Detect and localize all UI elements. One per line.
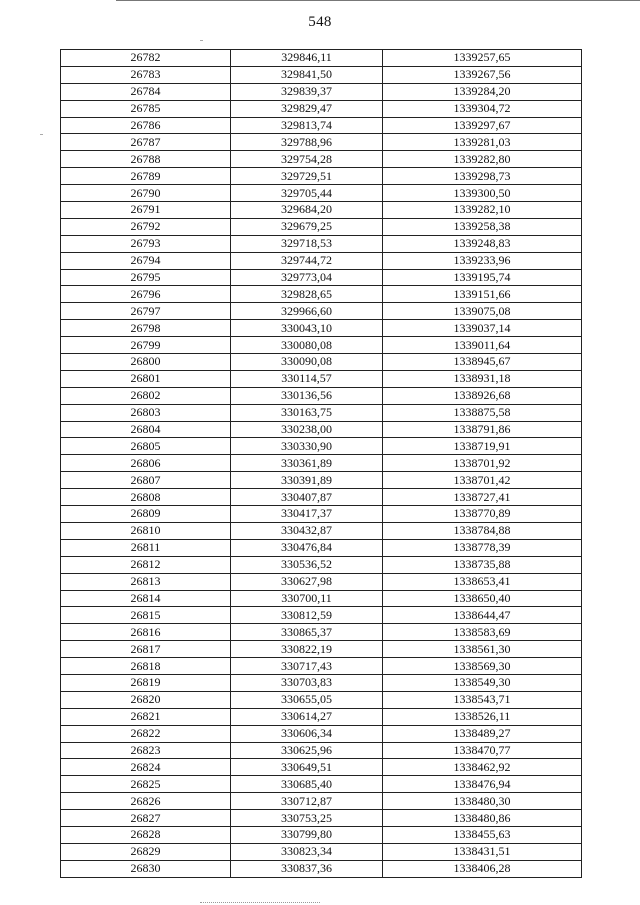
table-row	[61, 286, 582, 303]
table-row	[61, 860, 582, 877]
coordinates-table-body	[61, 50, 582, 878]
point-number-cell: 26826	[61, 793, 231, 810]
point-number-cell: 26825	[61, 776, 231, 793]
scan-edge-bottom	[200, 902, 320, 903]
table-row	[61, 320, 582, 337]
x-coordinate-cell: 329773,04	[231, 269, 383, 286]
table-row	[61, 573, 582, 590]
x-coordinate-cell: 330476,84	[231, 539, 383, 556]
point-number-cell: 26795	[61, 269, 231, 286]
x-coordinate-cell: 330417,37	[231, 506, 383, 523]
table-row	[61, 472, 582, 489]
point-number-cell: 26799	[61, 337, 231, 354]
x-coordinate-cell: 330717,43	[231, 658, 383, 675]
y-coordinate-cell: 1338735,88	[383, 556, 582, 573]
y-coordinate-cell: 1338650,40	[383, 590, 582, 607]
x-coordinate-cell: 330823,34	[231, 843, 383, 860]
point-number-cell: 26802	[61, 387, 231, 404]
table-row	[61, 202, 582, 219]
table-row	[61, 539, 582, 556]
x-coordinate-cell: 329813,74	[231, 117, 383, 134]
point-number-cell: 26808	[61, 489, 231, 506]
table-row	[61, 556, 582, 573]
point-number-cell: 26814	[61, 590, 231, 607]
y-coordinate-cell: 1338561,30	[383, 641, 582, 658]
point-number-cell: 26793	[61, 235, 231, 252]
x-coordinate-cell: 330614,27	[231, 708, 383, 725]
table-row	[61, 607, 582, 624]
point-number-cell: 26819	[61, 674, 231, 691]
x-coordinate-cell: 330238,00	[231, 421, 383, 438]
point-number-cell: 26786	[61, 117, 231, 134]
point-number-cell: 26821	[61, 708, 231, 725]
table-row	[61, 354, 582, 371]
x-coordinate-cell: 330163,75	[231, 404, 383, 421]
table-row	[61, 624, 582, 641]
x-coordinate-cell: 330649,51	[231, 759, 383, 776]
point-number-cell: 26820	[61, 691, 231, 708]
x-coordinate-cell: 330043,10	[231, 320, 383, 337]
y-coordinate-cell: 1338653,41	[383, 573, 582, 590]
table-row	[61, 235, 582, 252]
point-number-cell: 26796	[61, 286, 231, 303]
x-coordinate-cell: 330432,87	[231, 522, 383, 539]
table-row	[61, 843, 582, 860]
x-coordinate-cell: 329744,72	[231, 252, 383, 269]
y-coordinate-cell: 1339284,20	[383, 83, 582, 100]
table-row	[61, 421, 582, 438]
y-coordinate-cell: 1338489,27	[383, 725, 582, 742]
table-row	[61, 489, 582, 506]
x-coordinate-cell: 330712,87	[231, 793, 383, 810]
y-coordinate-cell: 1339297,67	[383, 117, 582, 134]
y-coordinate-cell: 1338480,86	[383, 810, 582, 827]
point-number-cell: 26818	[61, 658, 231, 675]
x-coordinate-cell: 329829,47	[231, 100, 383, 117]
table-row	[61, 83, 582, 100]
y-coordinate-cell: 1339037,14	[383, 320, 582, 337]
point-number-cell: 26789	[61, 168, 231, 185]
table-row	[61, 455, 582, 472]
y-coordinate-cell: 1338431,51	[383, 843, 582, 860]
coordinates-table	[60, 49, 582, 878]
y-coordinate-cell: 1338543,71	[383, 691, 582, 708]
x-coordinate-cell: 330536,52	[231, 556, 383, 573]
table-row	[61, 506, 582, 523]
point-number-cell: 26811	[61, 539, 231, 556]
point-number-cell: 26804	[61, 421, 231, 438]
y-coordinate-cell: 1339195,74	[383, 269, 582, 286]
point-number-cell: 26815	[61, 607, 231, 624]
table-row	[61, 793, 582, 810]
y-coordinate-cell: 1338875,58	[383, 404, 582, 421]
table-row	[61, 522, 582, 539]
y-coordinate-cell: 1338406,28	[383, 860, 582, 877]
y-coordinate-cell: 1338583,69	[383, 624, 582, 641]
x-coordinate-cell: 329788,96	[231, 134, 383, 151]
x-coordinate-cell: 329828,65	[231, 286, 383, 303]
x-coordinate-cell: 330753,25	[231, 810, 383, 827]
table-row	[61, 151, 582, 168]
table-row	[61, 674, 582, 691]
point-number-cell: 26824	[61, 759, 231, 776]
y-coordinate-cell: 1338945,67	[383, 354, 582, 371]
table-row	[61, 826, 582, 843]
x-coordinate-cell: 330685,40	[231, 776, 383, 793]
scan-edge-top	[116, 0, 640, 1]
table-row	[61, 641, 582, 658]
point-number-cell: 26792	[61, 218, 231, 235]
point-number-cell: 26794	[61, 252, 231, 269]
point-number-cell: 26800	[61, 354, 231, 371]
table-row	[61, 658, 582, 675]
table-row	[61, 100, 582, 117]
table-row	[61, 708, 582, 725]
x-coordinate-cell: 330627,98	[231, 573, 383, 590]
x-coordinate-cell: 330361,89	[231, 455, 383, 472]
point-number-cell: 26809	[61, 506, 231, 523]
x-coordinate-cell: 329754,28	[231, 151, 383, 168]
y-coordinate-cell: 1338644,47	[383, 607, 582, 624]
table-row	[61, 134, 582, 151]
table-row	[61, 590, 582, 607]
point-number-cell: 26798	[61, 320, 231, 337]
y-coordinate-cell: 1339282,80	[383, 151, 582, 168]
y-coordinate-cell: 1338784,88	[383, 522, 582, 539]
x-coordinate-cell: 329841,50	[231, 66, 383, 83]
page-number: 548	[308, 14, 332, 30]
x-coordinate-cell: 330114,57	[231, 370, 383, 387]
y-coordinate-cell: 1338455,63	[383, 826, 582, 843]
point-number-cell: 26817	[61, 641, 231, 658]
y-coordinate-cell: 1339248,83	[383, 235, 582, 252]
table-row	[61, 168, 582, 185]
point-number-cell: 26788	[61, 151, 231, 168]
x-coordinate-cell: 330391,89	[231, 472, 383, 489]
point-number-cell: 26822	[61, 725, 231, 742]
x-coordinate-cell: 330090,08	[231, 354, 383, 371]
point-number-cell: 26823	[61, 742, 231, 759]
y-coordinate-cell: 1338926,68	[383, 387, 582, 404]
table-row	[61, 759, 582, 776]
x-coordinate-cell: 330136,56	[231, 387, 383, 404]
table-row	[61, 337, 582, 354]
x-coordinate-cell: 329684,20	[231, 202, 383, 219]
table-row	[61, 50, 582, 67]
scan-speck	[40, 134, 43, 135]
point-number-cell: 26827	[61, 810, 231, 827]
y-coordinate-cell: 1339282,10	[383, 202, 582, 219]
y-coordinate-cell: 1338549,30	[383, 674, 582, 691]
y-coordinate-cell: 1339267,56	[383, 66, 582, 83]
point-number-cell: 26790	[61, 185, 231, 202]
point-number-cell: 26829	[61, 843, 231, 860]
x-coordinate-cell: 330865,37	[231, 624, 383, 641]
table-row	[61, 691, 582, 708]
x-coordinate-cell: 330700,11	[231, 590, 383, 607]
table-row	[61, 66, 582, 83]
y-coordinate-cell: 1338701,92	[383, 455, 582, 472]
y-coordinate-cell: 1338719,91	[383, 438, 582, 455]
y-coordinate-cell: 1339300,50	[383, 185, 582, 202]
x-coordinate-cell: 329679,25	[231, 218, 383, 235]
x-coordinate-cell: 330822,19	[231, 641, 383, 658]
table-row	[61, 252, 582, 269]
table-row	[61, 387, 582, 404]
y-coordinate-cell: 1338931,18	[383, 370, 582, 387]
scan-speck	[200, 40, 203, 41]
x-coordinate-cell: 330080,08	[231, 337, 383, 354]
x-coordinate-cell: 330703,83	[231, 674, 383, 691]
point-number-cell: 26807	[61, 472, 231, 489]
y-coordinate-cell: 1339257,65	[383, 50, 582, 67]
point-number-cell: 26813	[61, 573, 231, 590]
y-coordinate-cell: 1339281,03	[383, 134, 582, 151]
y-coordinate-cell: 1339075,08	[383, 303, 582, 320]
point-number-cell: 26803	[61, 404, 231, 421]
y-coordinate-cell: 1339011,64	[383, 337, 582, 354]
point-number-cell: 26816	[61, 624, 231, 641]
x-coordinate-cell: 330606,34	[231, 725, 383, 742]
y-coordinate-cell: 1338778,39	[383, 539, 582, 556]
table-row	[61, 218, 582, 235]
y-coordinate-cell: 1338701,42	[383, 472, 582, 489]
point-number-cell: 26812	[61, 556, 231, 573]
y-coordinate-cell: 1339258,38	[383, 218, 582, 235]
x-coordinate-cell: 330837,36	[231, 860, 383, 877]
y-coordinate-cell: 1339304,72	[383, 100, 582, 117]
x-coordinate-cell: 329729,51	[231, 168, 383, 185]
table-row	[61, 810, 582, 827]
table-row	[61, 185, 582, 202]
point-number-cell: 26810	[61, 522, 231, 539]
y-coordinate-cell: 1338470,77	[383, 742, 582, 759]
point-number-cell: 26784	[61, 83, 231, 100]
table-row	[61, 370, 582, 387]
point-number-cell: 26806	[61, 455, 231, 472]
y-coordinate-cell: 1338727,41	[383, 489, 582, 506]
y-coordinate-cell: 1338569,30	[383, 658, 582, 675]
x-coordinate-cell: 329846,11	[231, 50, 383, 67]
x-coordinate-cell: 330655,05	[231, 691, 383, 708]
point-number-cell: 26791	[61, 202, 231, 219]
y-coordinate-cell: 1338462,92	[383, 759, 582, 776]
y-coordinate-cell: 1338791,86	[383, 421, 582, 438]
x-coordinate-cell: 330812,59	[231, 607, 383, 624]
table-row	[61, 303, 582, 320]
y-coordinate-cell: 1338480,30	[383, 793, 582, 810]
point-number-cell: 26782	[61, 50, 231, 67]
table-row	[61, 269, 582, 286]
table-row	[61, 776, 582, 793]
point-number-cell: 26828	[61, 826, 231, 843]
table-row	[61, 117, 582, 134]
y-coordinate-cell: 1339298,73	[383, 168, 582, 185]
point-number-cell: 26797	[61, 303, 231, 320]
x-coordinate-cell: 330330,90	[231, 438, 383, 455]
point-number-cell: 26805	[61, 438, 231, 455]
y-coordinate-cell: 1338476,94	[383, 776, 582, 793]
x-coordinate-cell: 330799,80	[231, 826, 383, 843]
y-coordinate-cell: 1338770,89	[383, 506, 582, 523]
x-coordinate-cell: 329705,44	[231, 185, 383, 202]
y-coordinate-cell: 1339151,66	[383, 286, 582, 303]
point-number-cell: 26787	[61, 134, 231, 151]
table-row	[61, 404, 582, 421]
y-coordinate-cell: 1339233,96	[383, 252, 582, 269]
point-number-cell: 26801	[61, 370, 231, 387]
x-coordinate-cell: 330407,87	[231, 489, 383, 506]
y-coordinate-cell: 1338526,11	[383, 708, 582, 725]
table-row	[61, 742, 582, 759]
point-number-cell: 26783	[61, 66, 231, 83]
x-coordinate-cell: 329718,53	[231, 235, 383, 252]
table-row	[61, 438, 582, 455]
point-number-cell: 26830	[61, 860, 231, 877]
x-coordinate-cell: 329839,37	[231, 83, 383, 100]
x-coordinate-cell: 329966,60	[231, 303, 383, 320]
x-coordinate-cell: 330625,96	[231, 742, 383, 759]
table-row	[61, 725, 582, 742]
point-number-cell: 26785	[61, 100, 231, 117]
